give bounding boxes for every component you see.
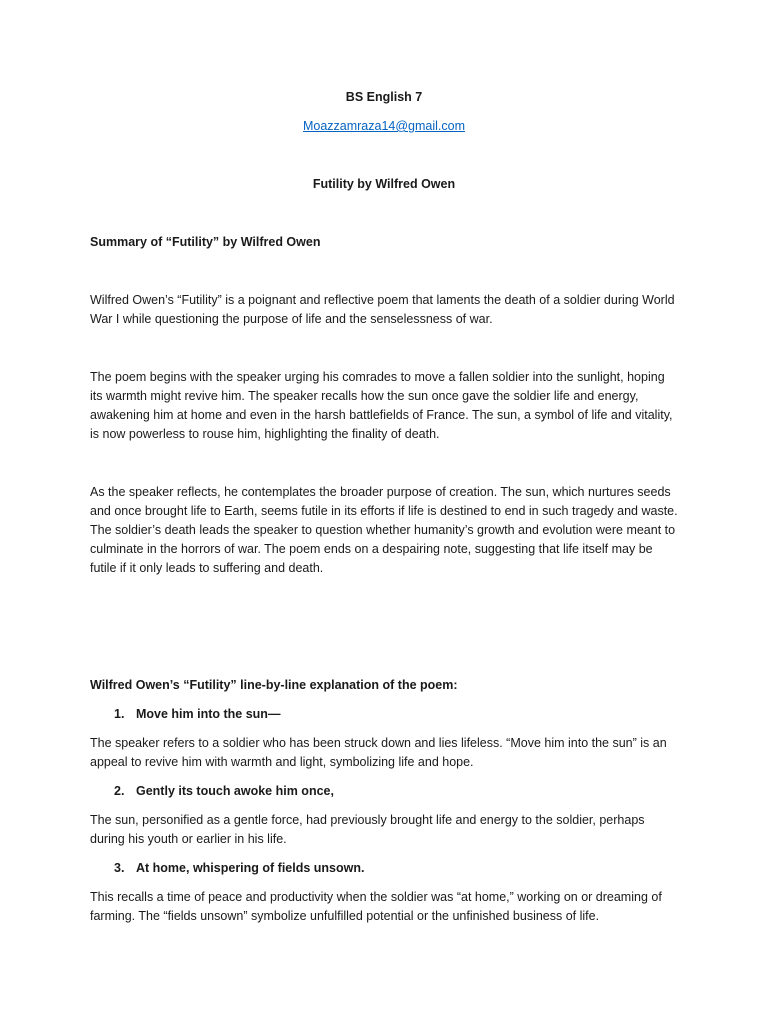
summary-paragraph: Wilfred Owen’s “Futility” is a poignant and reflective poem that laments the death of a soldier during World War I while questioning the purpose of life and the senselessness of war. — [90, 293, 675, 326]
line-explanation: The sun, personified as a gentle force, had previously brought life and energy to the soldier, perhaps during his youth or earlier in his life. — [90, 813, 645, 846]
summary-heading: Summary of “Futility” by Wilfred Owen — [90, 235, 321, 249]
list-number: 3. — [114, 861, 125, 875]
document-page — [90, 88, 678, 936]
document-title: Futility by Wilfred Owen — [312, 177, 456, 191]
poem-line: Gently its touch awoke him once, — [136, 784, 334, 798]
poem-line-item — [90, 782, 678, 801]
explanation-heading: Wilfred Owen’s “Futility” line-by-line explanation of the poem: — [90, 678, 458, 692]
line-explanation: This recalls a time of peace and productivity when the soldier was “at home,” working on or dreaming of farming. The “fields unsown” symbolize unfulfilled potential or the unfinished business of life. — [90, 890, 662, 923]
summary-paragraph: As the speaker reflects, he contemplates the broader purpose of creation. The sun, which nurtures seeds and once brought life to Earth, seems futile in its efforts if life is destined to end in such tragedy and waste. The soldier’s death leads the speaker to question whether humanity’s growth and evolution were meant to culminate in the horrors of war. The poem ends on a despairing note, suggesting that life itself may be futile if it only leads to suffering and death. — [90, 485, 678, 575]
poem-line: At home, whispering of fields unsown. — [136, 861, 365, 875]
summary-paragraph: The poem begins with the speaker urging his comrades to move a fallen soldier into the sunlight, hoping its warmth might revive him. The speaker recalls how the sun once gave the soldier life and energy, awakening him at home and even in the harsh battlefields of France. The sun, a symbol of life and vitality, is now powerless to rouse him, highlighting the finality of death. — [90, 370, 673, 441]
list-number: 1. — [114, 707, 125, 721]
poem-line-item — [90, 705, 678, 724]
course-title: BS English 7 — [345, 90, 423, 104]
line-explanation: The speaker refers to a soldier who has been struck down and lies lifeless. “Move him into the sun” is an appeal to revive him with warmth and light, symbolizing life and hope. — [90, 736, 667, 769]
poem-line: Move him into the sun— — [136, 707, 281, 721]
email-link[interactable]: Moazzamraza14@gmail.com — [302, 119, 466, 133]
poem-line-item — [90, 859, 678, 878]
list-number: 2. — [114, 784, 125, 798]
